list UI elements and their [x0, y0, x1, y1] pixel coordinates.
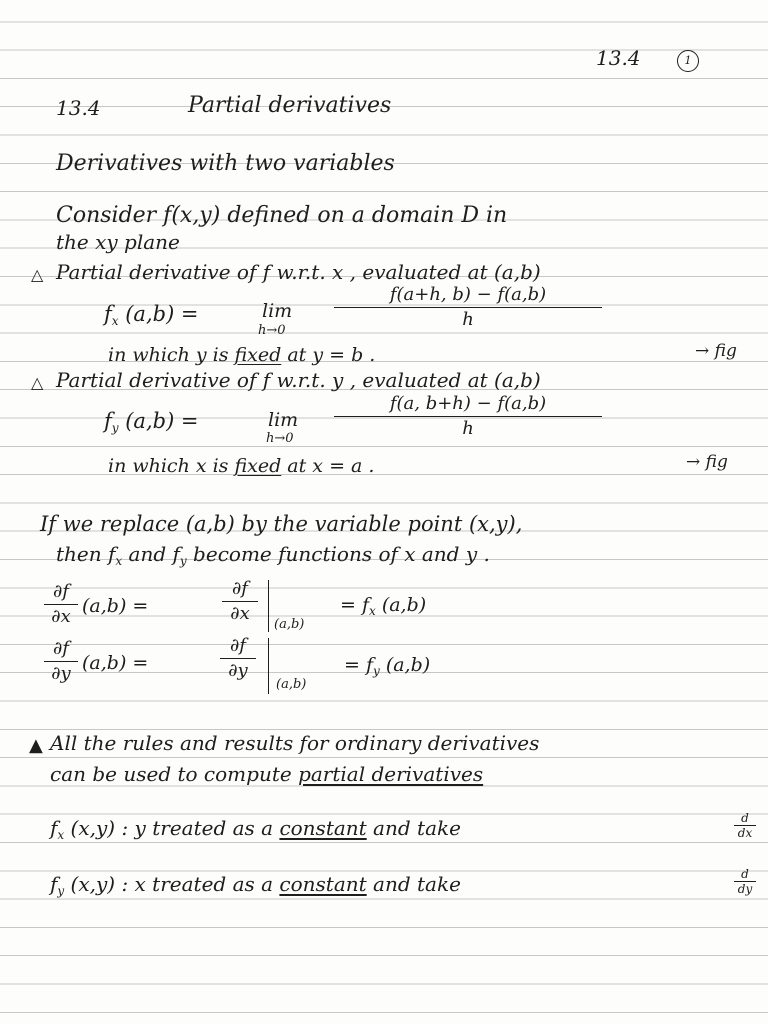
partial-f-partial-x-eval: ∂f ∂x [222, 580, 258, 623]
rules-line-1: All the rules and results for ordinary derivatives [50, 731, 540, 755]
fy-lim: lim [268, 409, 299, 431]
d-dy-operator: d dy [734, 868, 756, 895]
partial-y-args: (a,b) = [82, 652, 149, 674]
fx-heading: Partial derivative of f w.r.t. x , evaluated at (a,b) [56, 260, 541, 284]
page-title: Partial derivatives [188, 93, 392, 118]
subtitle: Derivatives with two variables [56, 151, 395, 176]
fy-note: in which x is fixed at x = a . [108, 455, 375, 477]
fx-lhs: $f_x$ (a,b) = [104, 302, 199, 329]
fx-fig-ref: → fig [695, 341, 737, 361]
fy-difference-quotient [334, 395, 602, 438]
fy-lhs: $f_y$ (a,b) = [104, 409, 199, 436]
fy-rule: $f_y$ (x,y) : x treated as a constant and take [50, 872, 461, 899]
title-section-number: 13.4 [56, 96, 101, 120]
eval-point-label: (a,b) [274, 617, 305, 632]
replace-line-2: then $f_x$ and $f_y$ become functions of x and y . [56, 542, 490, 569]
partial-y-rhs: = $f_y$ (a,b) [344, 654, 431, 679]
fx-lim-sub: h→0 [258, 323, 286, 338]
fy-heading: Partial derivative of f w.r.t. y , evaluated at (a,b) [56, 368, 541, 392]
eval-point-label: (a,b) [276, 677, 307, 692]
fx-denominator: h [462, 309, 474, 330]
evaluation-bar [268, 580, 269, 632]
page-number-circle: 1 [677, 50, 699, 72]
triangle-bullet-icon: △ [31, 373, 44, 392]
fy-denominator: h [462, 418, 474, 439]
partial-x-rhs: = $f_x$ (a,b) [340, 594, 427, 619]
fx-rule: $f_x$ (x,y) : y treated as a constant and take [50, 816, 461, 843]
fy-numerator: f(a, b+h) − f(a,b) [389, 393, 547, 414]
replace-line-1: If we replace (a,b) by the variable point (x,y), [40, 512, 523, 536]
fy-fig-ref: → fig [686, 452, 728, 472]
partial-f-partial-y-eval: ∂f ∂y [220, 637, 256, 680]
d-dx-operator: d dx [734, 812, 756, 839]
fx-numerator: f(a+h, b) − f(a,b) [389, 284, 547, 305]
intro-line-1: Consider f(x,y) defined on a domain D in [56, 203, 508, 228]
partial-x-args: (a,b) = [82, 595, 149, 617]
partial-f-partial-x: ∂f ∂x [44, 583, 78, 626]
bold-triangle-bullet-icon: ▲ [29, 735, 43, 756]
fx-lim: lim [262, 300, 293, 322]
fx-note: in which y is fixed at y = b . [108, 344, 376, 366]
intro-line-2: the xy plane [56, 230, 180, 254]
evaluation-bar [268, 638, 269, 694]
fx-difference-quotient [334, 286, 602, 329]
fy-lim-sub: h→0 [266, 431, 294, 446]
page-section-label: 13.4 [596, 46, 641, 70]
rules-line-2: can be used to compute partial derivatives [50, 762, 484, 786]
partial-f-partial-y: ∂f ∂y [44, 640, 78, 683]
triangle-bullet-icon: △ [31, 265, 44, 284]
